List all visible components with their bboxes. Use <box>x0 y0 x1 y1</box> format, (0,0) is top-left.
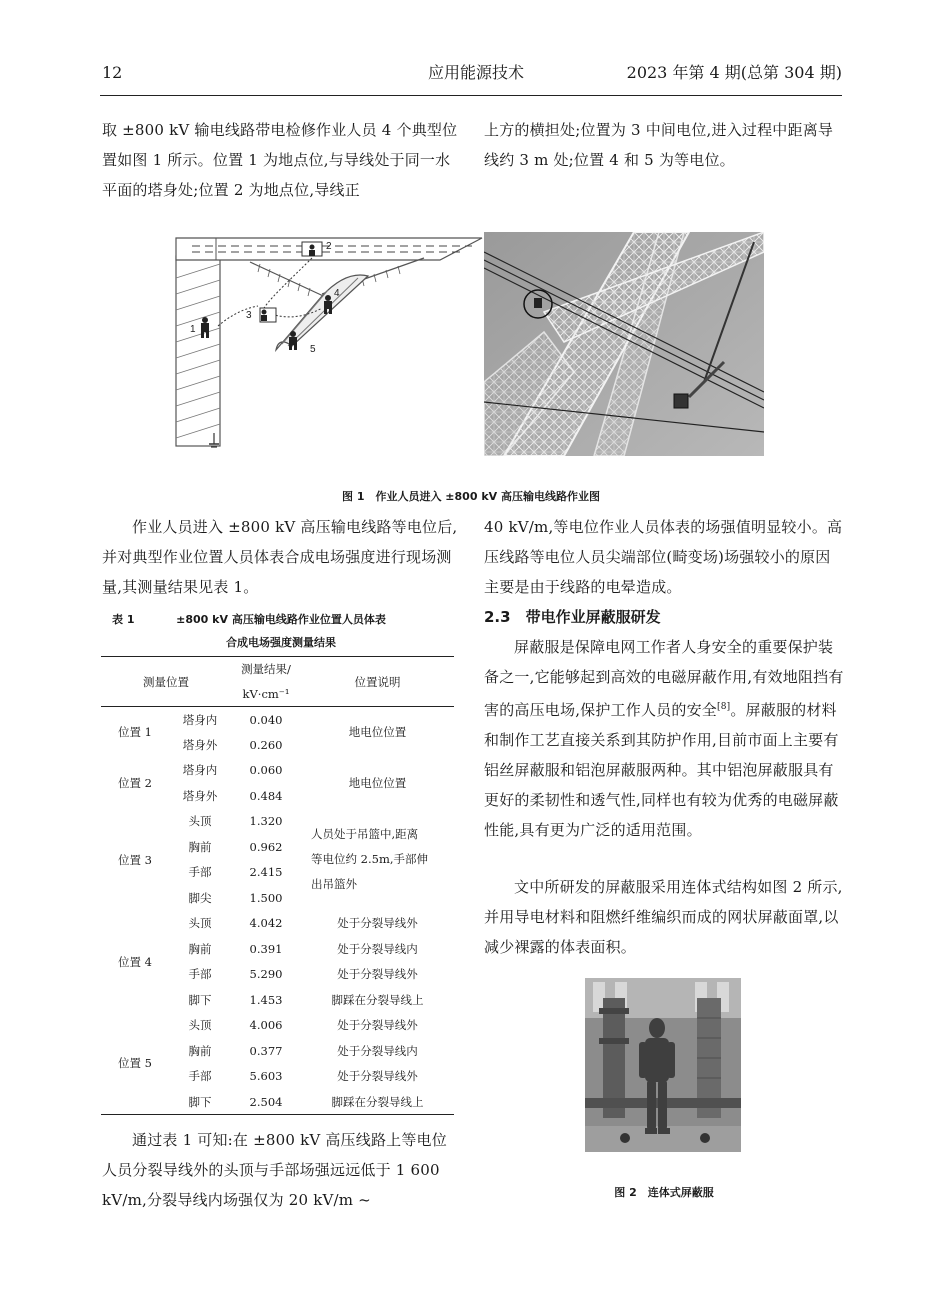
label-3: 3 <box>246 310 252 321</box>
part: 脚下 <box>188 992 212 1007</box>
part: 胸前 <box>188 1043 212 1058</box>
worker-2 <box>302 242 322 256</box>
value: 2.415 <box>249 865 283 880</box>
top-right-paragraph: 上方的横担处;位置为 3 中间电位,进入过程中距离导线约 3 m 处;位置 4 和 5 为等电位。 <box>484 121 834 169</box>
part: 塔身内 <box>182 712 218 727</box>
part: 塔身内 <box>182 763 218 778</box>
part: 头顶 <box>188 814 212 829</box>
figure2-caption: 图 2 连体式屏蔽服 <box>614 1186 714 1199</box>
part: 塔身外 <box>182 788 218 803</box>
value: 1.320 <box>249 814 283 829</box>
right-para3-text: 文中所研发的屏蔽服采用连体式结构如图 2 所示,并用导电材料和阻燃纤维编织而成的网状屏蔽面罩,以减少裸露的体表面积。 <box>484 878 843 956</box>
group-name: 位置 4 <box>118 954 152 969</box>
left-para1-text: 作业人员进入 ±800 kV 高压输电线路等电位后,并对典型作业位置人员体表合成电场强度进行现场测量,其测量结果见表 1。 <box>102 518 458 596</box>
figure1-caption: 图 1 作业人员进入 ±800 kV 高压输电线路作业图 <box>342 490 600 503</box>
value: 0.040 <box>249 712 283 727</box>
section-heading: 2.3 带电作业屏蔽服研发 <box>484 608 661 626</box>
part: 手部 <box>188 1069 212 1084</box>
header-desc: 位置说明 <box>354 674 401 689</box>
value: 2.504 <box>249 1094 283 1109</box>
citation-ref: [8] <box>716 702 731 712</box>
desc: 处于分裂导线外 <box>337 916 418 931</box>
value: 4.006 <box>249 1018 283 1033</box>
group-name: 位置 3 <box>118 852 152 867</box>
left-para2-text: 通过表 1 可知:在 ±800 kV 高压线路上等电位人员分裂导线外的头顶与手部场强远远低于 1 600 kV/m,分裂导线内场强仅为 20 kV/m ~ <box>102 1131 447 1209</box>
right-para1-text: 40 kV/m,等电位作业人员体表的场强值明显较小。高压线路等电位人员尖端部位(畸变场)场强较小的原因主要是由于线路的电晕造成。 <box>484 518 843 596</box>
right-para2-part-a: 屏蔽服是保障电网工作者人身安全的重要保护装备之一,它能够起到高效的电磁屏蔽作用,有效地阻挡有害的高压电场,保护工作人员的安全 <box>484 638 844 719</box>
label-1: 1 <box>190 324 196 335</box>
desc: 处于分裂导线内 <box>337 941 418 956</box>
desc: 地电位位置 <box>348 725 407 740</box>
table1-title-line2: 合成电场强度测量结果 <box>226 636 336 649</box>
part: 头顶 <box>188 916 212 931</box>
label-5: 5 <box>310 344 316 355</box>
journal-name: 应用能源技术 <box>428 63 525 82</box>
part: 胸前 <box>188 941 212 956</box>
group-name: 位置 2 <box>118 776 152 790</box>
value: 0.377 <box>249 1043 283 1058</box>
desc: 处于分裂导线外 <box>337 1018 418 1033</box>
part: 脚下 <box>188 1094 212 1109</box>
header-result-2: kV·cm⁻¹ <box>242 686 290 701</box>
part: 头顶 <box>188 1018 212 1033</box>
top-right-text <box>484 115 844 175</box>
header-result-1: 测量结果/ <box>241 662 291 677</box>
value: 0.391 <box>249 941 283 956</box>
value: 0.962 <box>249 839 283 854</box>
desc: 处于分裂导线外 <box>337 967 418 982</box>
desc-line: 等电位约 2.5m,手部伸 <box>311 852 429 866</box>
issue-info: 2023 年第 4 期(总第 304 期) <box>626 63 842 82</box>
group-name: 位置 1 <box>118 725 152 740</box>
top-left-text <box>102 115 462 205</box>
desc: 地电位位置 <box>348 776 407 790</box>
desc: 处于分裂导线内 <box>337 1043 418 1058</box>
left-paragraph-2 <box>102 1125 462 1215</box>
part: 手部 <box>188 865 212 880</box>
group-name: 位置 5 <box>118 1056 152 1071</box>
value: 1.500 <box>249 890 283 905</box>
part: 脚尖 <box>188 890 212 905</box>
right-para2-part-b: 。屏蔽服的材料和制作工艺直接关系到其防护作用,目前市面上主要有铝丝屏蔽服和铝泡屏蔽服两种。其中铝泡屏蔽服具有更好的柔韧性和透气性,同样也有较为优秀的电磁屏蔽性能,具有更为广泛的适用范围。 <box>484 701 839 839</box>
part: 手部 <box>188 967 212 982</box>
table1 <box>101 656 454 1115</box>
right-paragraph-2 <box>484 632 844 845</box>
right-para2-text <box>484 632 844 845</box>
desc-multiline <box>301 809 454 911</box>
value: 0.060 <box>249 763 283 778</box>
value: 4.042 <box>249 916 283 931</box>
worker-3 <box>260 308 276 322</box>
top-left-paragraph: 取 ±800 kV 输电线路带电检修作业人员 4 个典型位置如图 1 所示。位置 1 为地点位,与导线处于同一水平面的塔身处;位置 2 为地点位,导线正 <box>102 121 458 199</box>
value: 0.260 <box>249 737 283 752</box>
label-4: 4 <box>334 288 340 299</box>
figure2-photo <box>585 978 741 1152</box>
part: 胸前 <box>188 839 212 854</box>
desc: 脚踩在分裂导线上 <box>331 1094 424 1109</box>
label-2: 2 <box>326 241 332 252</box>
right-paragraph-1 <box>484 512 844 602</box>
desc-line: 人员处于吊篮中,距离 <box>311 827 419 841</box>
value: 5.603 <box>249 1069 283 1084</box>
part: 塔身外 <box>182 737 218 752</box>
left-paragraph-1 <box>102 512 462 602</box>
value: 1.453 <box>249 992 283 1007</box>
right-paragraph-3 <box>484 872 844 962</box>
header-position: 测量位置 <box>143 674 189 689</box>
header-rule <box>100 95 842 96</box>
table1-title-line1: ±800 kV 高压输电线路作业位置人员体表 <box>176 613 386 626</box>
value: 0.484 <box>249 788 283 803</box>
figure1-diagram <box>172 228 484 454</box>
desc: 脚踩在分裂导线上 <box>331 992 424 1007</box>
value: 5.290 <box>249 967 283 982</box>
table1-number: 表 1 <box>112 613 135 626</box>
desc: 处于分裂导线外 <box>337 1069 418 1084</box>
figure1-photo <box>484 232 764 456</box>
page-number: 12 <box>102 63 123 82</box>
desc-line: 出吊篮外 <box>311 877 357 891</box>
